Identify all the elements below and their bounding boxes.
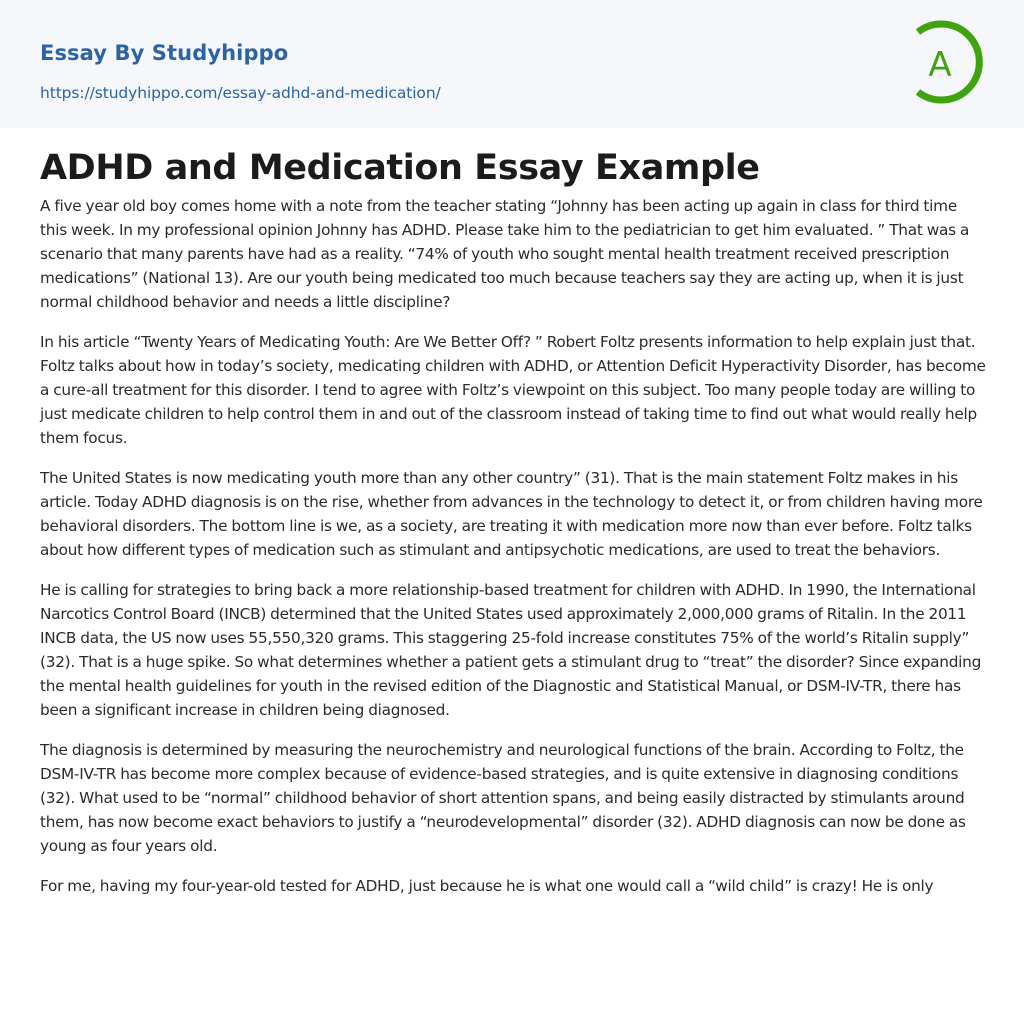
source-url-link[interactable]: https://studyhippo.com/essay-adhd-and-medication/ (40, 84, 441, 102)
essay-paragraph: The diagnosis is determined by measuring the neurochemistry and neurological functions of the brain. According to Foltz, the DSM-IV-TR has become more complex because of evidence-based strategies, and is quite extensive in diagnosing conditions (32). What used to be “normal” childhood behavior of short attention spans, and being easily distracted by stimulants around them, has now become exact behaviors to justify a “neurodevelopmental” disorder (32). ADHD diagnosis can now be done as young as four years old. (40, 741, 966, 855)
page-title: ADHD and Medication Essay Example (40, 148, 760, 188)
essay-paragraph: He is calling for strategies to bring back a more relationship-based treatment for children with ADHD. In 1990, the International Narcotics Control Board (INCB) determined that the United States used approximately 2,000,000 grams of Ritalin. In the 2011 INCB data, the US now uses 55,550,320 grams. This staggering 25-fold increase constitutes 75% of the world’s Ritalin supply” (32). That is a huge spike. So what determines whether a patient gets a stimulant drug to “treat” the disorder? Since expanding the mental health guidelines for youth in the revised edition of the Diagnostic and Statistical Manual, or DSM-IV-TR, there has been a significant increase in children being diagnosed. (40, 581, 982, 719)
essay-body (40, 194, 986, 914)
essay-paragraph: A five year old boy comes home with a note from the teacher stating “Johnny has been acting up again in class for third time this week. In my professional opinion Johnny has ADHD. Please take him to the pediatrician to get him evaluated. ” That was a scenario that many parents have had as a reality. “74% of youth who sought mental health treatment received prescription medications” (National 13). Are our youth being medicated too much because teachers say they are acting up, when it is just normal childhood behavior and needs a little discipline? (40, 197, 970, 311)
essay-paragraph: The United States is now medicating youth more than any other country” (31). That is the main statement Foltz makes in his article. Today ADHD diagnosis is on the rise, whether from advances in the technology to detect it, or from children having more behavioral disorders. The bottom line is we, as a society, are treating it with medication more now than ever before. Foltz talks about how different types of medication such as stimulant and antipsychotic medications, are used to treat the behaviors. (40, 469, 983, 559)
essay-paragraph: For me, having my four-year-old tested for ADHD, just because he is what one would call a “wild child” is crazy! He is only (40, 877, 934, 895)
logo-letter: A (928, 45, 952, 85)
studyhippo-logo-icon[interactable] (912, 18, 988, 106)
essay-paragraph: In his article “Twenty Years of Medicating Youth: Are We Better Off? ” Robert Foltz presents information to help explain just that. Foltz talks about how in today’s society, medicating children with ADHD, or Attention Deficit Hyperactivity Disorder, has become a cure-all treatment for this disorder. I tend to agree with Foltz’s viewpoint on this subject. Too many people today are willing to just medicate children to help control them in and out of the classroom instead of taking time to find out what would really help them focus. (40, 333, 986, 447)
brand-title: Essay By Studyhippo (40, 41, 289, 65)
